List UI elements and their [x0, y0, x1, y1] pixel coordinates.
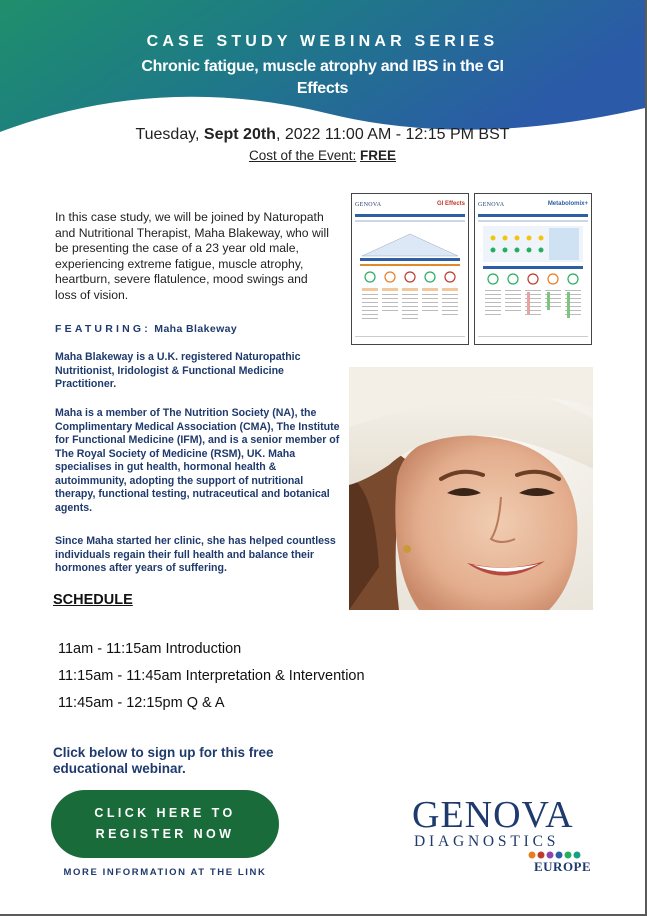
featuring-label: FEATURING:: [55, 323, 151, 335]
logo-wordmark: GENOVA: [412, 794, 574, 836]
bio-paragraph-memberships: Maha is a member of The Nutrition Society (NA), the Complimentary Medical Association (CMA), The Institute for Functional Medicine (IFM), and is a senior member of The Royal Society of Medicine (RSM), UK. Maha specialises in gut health, hormonal health & autoimmunity, adopting the support of nutritional therapy, functional testing, nutraceutical and botanical agents.: [55, 407, 340, 514]
logo-color-dots: [528, 851, 588, 859]
event-day: Tuesday,: [135, 126, 200, 143]
signup-prompt: Click below to sign up for this free educational webinar.: [53, 745, 274, 776]
cost-label: Cost of the Event:: [248, 148, 357, 163]
report-name: Metabolomix+: [547, 201, 588, 207]
event-date-line: [0, 126, 645, 144]
intro-paragraph: In this case study, we will be joined by Naturopath and Nutritional Therapist, Maha Blakeway, who will be presenting the case of a 23 year old male, experiencing extreme fatigue, muscle atrophy, heartburn, severe flatulence, mood swings and loss of vision.: [55, 210, 329, 302]
logo-subtitle: DIAGNOSTICS: [414, 833, 560, 850]
series-title: CASE STUDY WEBINAR SERIES: [146, 33, 499, 50]
metabolomix-report-thumbnail: [474, 193, 592, 345]
speaker-portrait-graphic: [349, 367, 593, 610]
report-page-graphic: [352, 194, 468, 344]
gi-effects-report-thumbnail: [351, 193, 469, 345]
logo-region: EUROPE: [534, 859, 592, 874]
genova-diagnostics-logo: [410, 796, 595, 881]
bio-paragraph-credentials: Maha Blakeway is a U.K. registered Naturopathic Nutritionist, Iridologist & Functional Medicine Practitioner.: [55, 351, 301, 390]
schedule-item: 11:45am - 12:15pm Q & A: [58, 695, 225, 711]
report-page-graphic: [475, 194, 591, 344]
bio-paragraph-clinic: Since Maha started her clinic, she has helped countless individuals regain their full health and balance their hormones after years of suffering.: [55, 535, 336, 574]
event-cost-line: [0, 148, 645, 163]
speaker-photo: [349, 367, 593, 610]
featuring-name: Maha Blakeway: [154, 323, 238, 335]
event-date: Sept 20th: [203, 126, 276, 143]
cost-value: FREE: [360, 148, 397, 163]
schedule-heading: SCHEDULE: [53, 592, 133, 608]
report-name: GI Effects: [436, 201, 465, 207]
webinar-title: Chronic fatigue, muscle atrophy and IBS in the GI Effects: [141, 58, 504, 97]
report-brand: GENOVA: [478, 202, 505, 208]
schedule-item: 11am - 11:15am Introduction: [58, 641, 242, 657]
register-button-label: CLICK HERE TO REGISTER NOW: [94, 806, 236, 841]
featuring-line: [55, 323, 237, 335]
register-button[interactable]: [51, 790, 279, 858]
header-banner: [0, 0, 645, 132]
schedule-item: 11:15am - 11:45am Interpretation & Intervention: [58, 668, 365, 684]
event-time: , 2022 11:00 AM - 12:15 PM BST: [275, 126, 510, 143]
report-brand: GENOVA: [355, 202, 382, 208]
more-info-link[interactable]: MORE INFORMATION AT THE LINK: [63, 867, 267, 878]
